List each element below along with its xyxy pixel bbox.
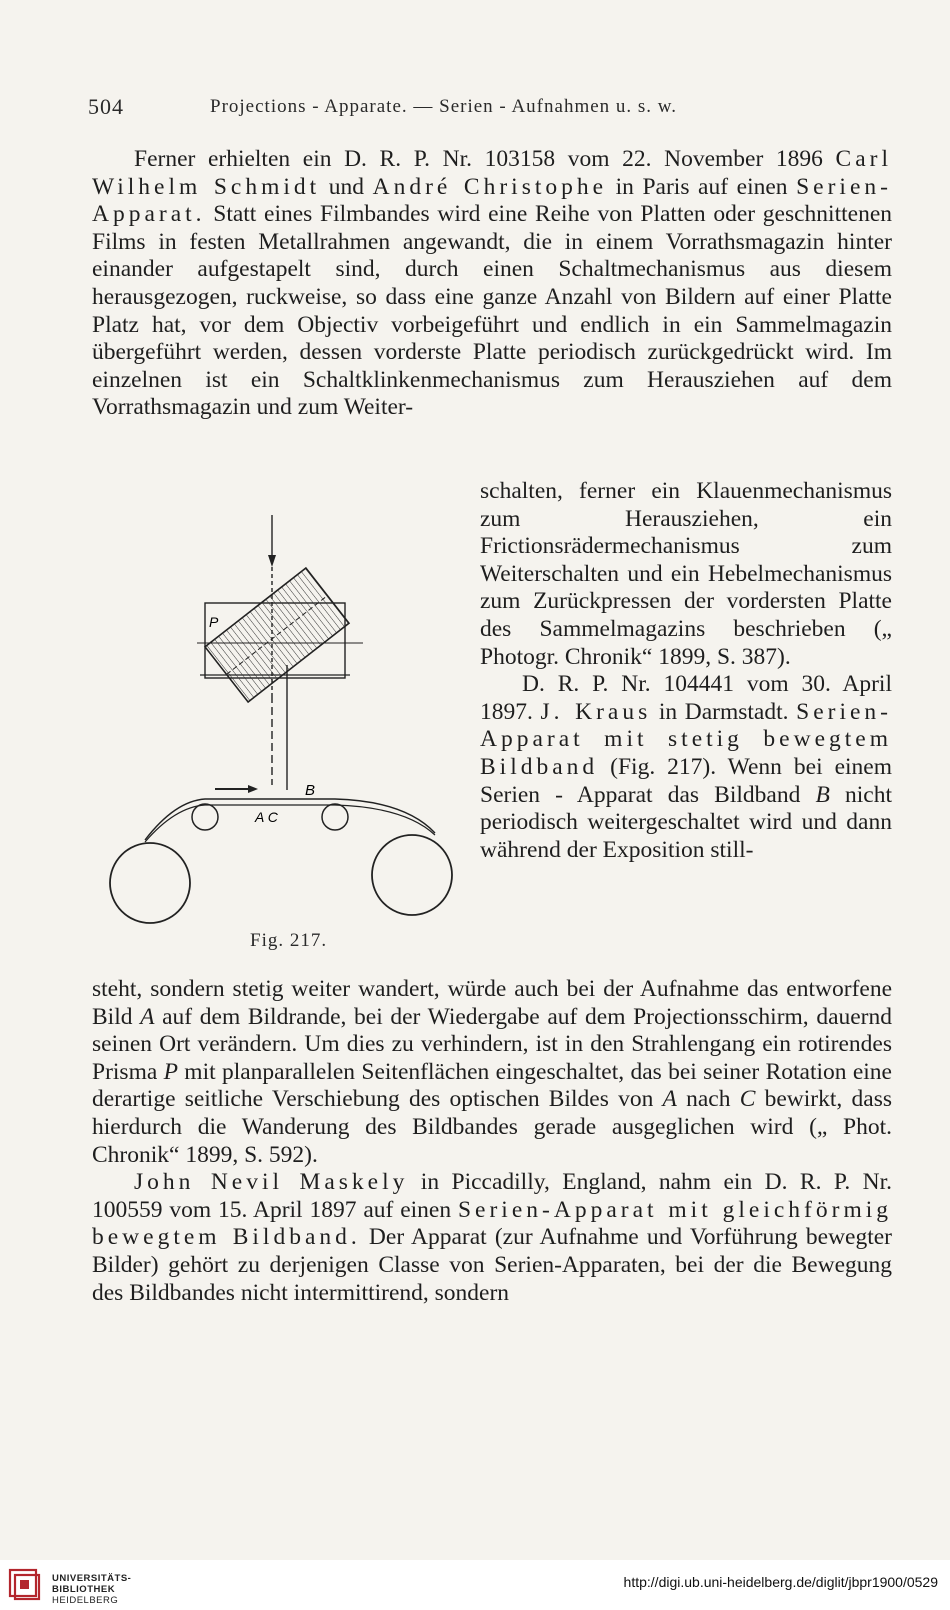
page-number: 504 bbox=[88, 94, 124, 119]
paragraph-continued bbox=[92, 976, 892, 1307]
symbol-A: A bbox=[140, 1003, 155, 1030]
text-run: in Darmstadt. bbox=[651, 698, 797, 725]
logo-line: BIBLIOTHEK bbox=[52, 1584, 116, 1595]
inventor-name: Carl Wilhelm Schmidt bbox=[92, 146, 892, 200]
paragraph-kraus bbox=[480, 671, 892, 864]
text-run: (Fig. 217). Wenn bei einem Serien - Apparat das Bildband bbox=[480, 753, 892, 808]
text-run: mit planparallelen Seitenflächen eingeschaltet, das bei seiner Rotation eine derartige seitliche Verschiebung des optischen Bildes von bbox=[92, 1058, 892, 1113]
text-run: und bbox=[320, 173, 373, 200]
reel-left bbox=[110, 843, 190, 923]
inventor-name: André Christophe bbox=[372, 173, 608, 200]
symbol-C: C bbox=[739, 1086, 756, 1113]
text-run: in Piccadilly, England, nahm ein D. R. P. Nr. 100559 vom 15. April 1897 auf einen bbox=[92, 1169, 892, 1223]
text-run: nicht periodisch weitergeschaltet wird und dann während der Exposition still- bbox=[480, 781, 892, 863]
logo-line: HEIDELBERG bbox=[52, 1595, 119, 1606]
text-run: Statt eines Filmbandes wird eine Reihe von Platten oder geschnittenen Films in festen Metallrahmen angewandt, die in einem Vorrathsmagazin hinter einander aufgestapelt sind, durch einen Schaltmechanismus aus diesem herausgezogen, ruckweise, so dass eine ganze Anzahl von Bildern auf einer Platte Platz hat, vor dem Objectiv vorbeigeführt und endlich in ein Sammelmagazin übergeführt werden, dessen vorderste Platte periodisch zurückgedrückt wird. Im einzelnen ist ein Schaltklinkenmechanismus zum Herausziehen auf dem Vorrathsmagazin und zum Weiter- bbox=[92, 201, 892, 421]
text-run: bewirkt, dass hierdurch die Wanderung des Bildbandes gerade ausgeglichen wird („ Phot. Chronik“ 1899, S. 592). bbox=[92, 1086, 892, 1168]
reel-right bbox=[372, 835, 452, 915]
inventor-name: John Nevil Maskely bbox=[134, 1169, 409, 1196]
paragraph-continuation: schalten, ferner ein Klauenmechanismus zum Herausziehen, ein Frictionsrädermechanismus zum Weiterschalten und ein Hebelmechanismus zum Zurückpressen der vordersten Platte des Sammelmagazins beschrieben („ Photogr. Chronik“ 1899, S. 387). bbox=[480, 478, 892, 670]
label-B: B bbox=[305, 782, 316, 799]
logo-line: UNIVERSITÄTS- bbox=[52, 1573, 132, 1584]
library-logo-text bbox=[52, 1573, 131, 1606]
wrapped-column bbox=[480, 478, 892, 864]
text-run: auf dem Bildrande, bei der Wiedergabe auf dem Projectionsschirm, dauernd seinen Ort verändern. Um dies zu verhindern, ist in den Strahlengang ein rotirendes Prisma bbox=[92, 1003, 893, 1085]
arrow-down-icon bbox=[268, 555, 276, 567]
device-term: Serien-Apparat mit gleichförmig bewegtem Bildband. bbox=[92, 1196, 892, 1251]
label-P: P bbox=[209, 614, 219, 630]
symbol-P: P bbox=[163, 1058, 178, 1085]
text-run: Der Apparat (zur Aufnahme und Vorführung bewegter Bilder) gehört zu derjenigen Classe von Serien-Apparaten, bei der die Bewegung des Bildbandes nicht intermittirend, sondern bbox=[92, 1224, 893, 1306]
text-run: D. R. P. Nr. 104441 vom 30. April 1897. bbox=[480, 671, 892, 725]
arrow-right-icon bbox=[248, 785, 258, 793]
device-term: Serien-Apparat mit stetig bewegtem Bildband bbox=[480, 698, 892, 780]
text-run: nach bbox=[676, 1086, 740, 1113]
library-logo-icon bbox=[8, 1568, 42, 1602]
roller-right bbox=[322, 804, 348, 830]
device-term: Serien-Apparat. bbox=[92, 173, 892, 228]
text-run: Ferner erhielten ein D. R. P. Nr. 103158 vom 22. November 1896 bbox=[134, 146, 836, 172]
permalink-url[interactable]: http://digi.ub.uni-heidelberg.de/diglit/jbpr1900/0529 bbox=[623, 1574, 938, 1590]
text-run: in Paris auf einen bbox=[607, 173, 797, 200]
label-AC: A C bbox=[255, 809, 278, 825]
text-run: steht, sondern stetig weiter wandert, würde auch bei der Aufnahme das entworfene Bild bbox=[92, 976, 892, 1030]
running-title: Projections - Apparate. — Serien - Aufnahmen u. s. w. bbox=[210, 96, 678, 117]
inventor-name: J. Kraus bbox=[540, 698, 652, 725]
figure-217-diagram bbox=[105, 515, 475, 945]
paragraph-maskely bbox=[92, 1169, 892, 1307]
symbol-A: A bbox=[662, 1086, 677, 1113]
paragraph-schmidt-christophe bbox=[92, 146, 892, 422]
roller-left bbox=[192, 804, 218, 830]
figure-caption: Fig. 217. bbox=[250, 930, 328, 951]
rotating-prism bbox=[205, 568, 349, 702]
symbol-B: B bbox=[815, 781, 830, 808]
